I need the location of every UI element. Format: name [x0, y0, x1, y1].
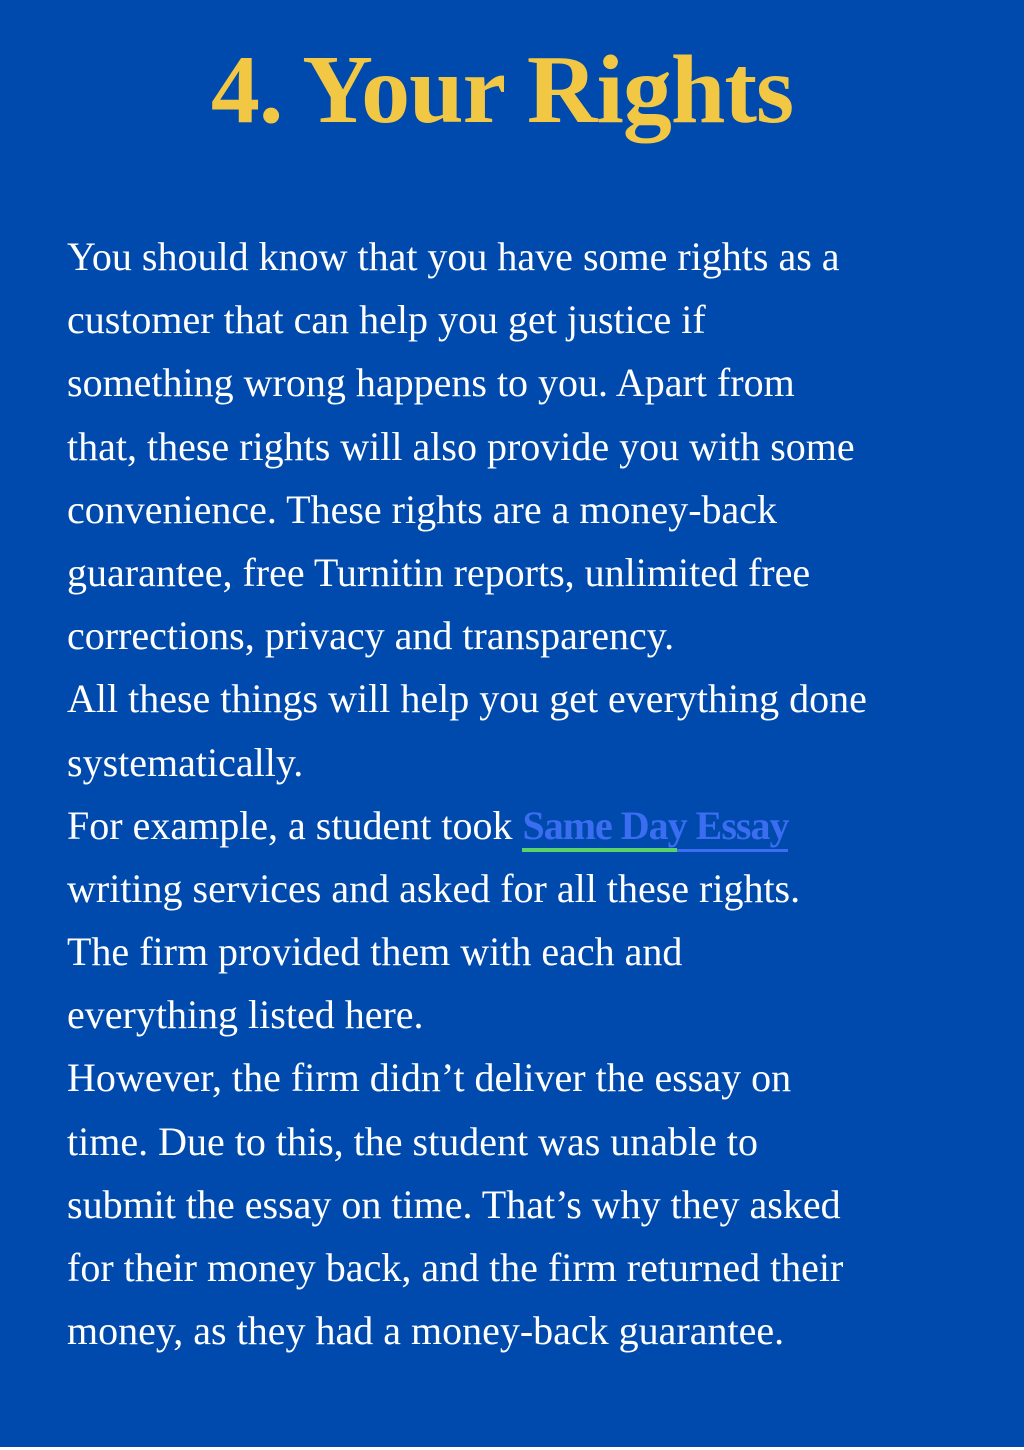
paragraph-line: everything listed here. — [67, 992, 424, 1038]
paragraph-line: for their money back, and the firm returned their — [67, 1245, 844, 1290]
paragraph-line: customer that can help you get justice if — [67, 297, 706, 343]
link-underline — [677, 849, 789, 852]
link-underline-highlight — [522, 848, 676, 852]
paragraph-line: corrections, privacy and transparency. — [67, 613, 675, 659]
page-title: 4. Your Rights — [210, 36, 794, 144]
paragraph-line: guarantee, free Turnitin reports, unlimited free — [67, 549, 811, 595]
paragraph-line: However, the firm didn’t deliver the essay on — [67, 1055, 792, 1101]
paragraph-line: time. Due to this, the student was unable to — [67, 1118, 758, 1164]
link-text: Same Day Essay — [522, 802, 789, 848]
example-line-text: For example, a student took — [67, 802, 523, 848]
paragraph-line: something wrong happens to you. Apart from — [67, 360, 795, 406]
paragraph-line: submit the essay on time. That’s why they asked — [67, 1181, 841, 1227]
paragraph-line: systematically. — [67, 739, 304, 785]
paragraph-line: writing services and asked for all these rights. — [67, 865, 801, 911]
paragraph-line: convenience. These rights are a money-back — [67, 486, 778, 532]
paragraph-line: money, as they had a money-back guarantee. — [67, 1308, 785, 1354]
paragraph-line: The firm provided them with each and — [67, 929, 683, 975]
body-text — [67, 225, 997, 1362]
paragraph-line: All these things will help you get everything done — [67, 676, 867, 722]
paragraph-line: You should know that you have some rights as a — [67, 234, 840, 279]
same-day-essay-link[interactable] — [522, 804, 788, 848]
example-line — [67, 794, 997, 857]
paragraph-line: that, these rights will also provide you with some — [67, 423, 855, 469]
